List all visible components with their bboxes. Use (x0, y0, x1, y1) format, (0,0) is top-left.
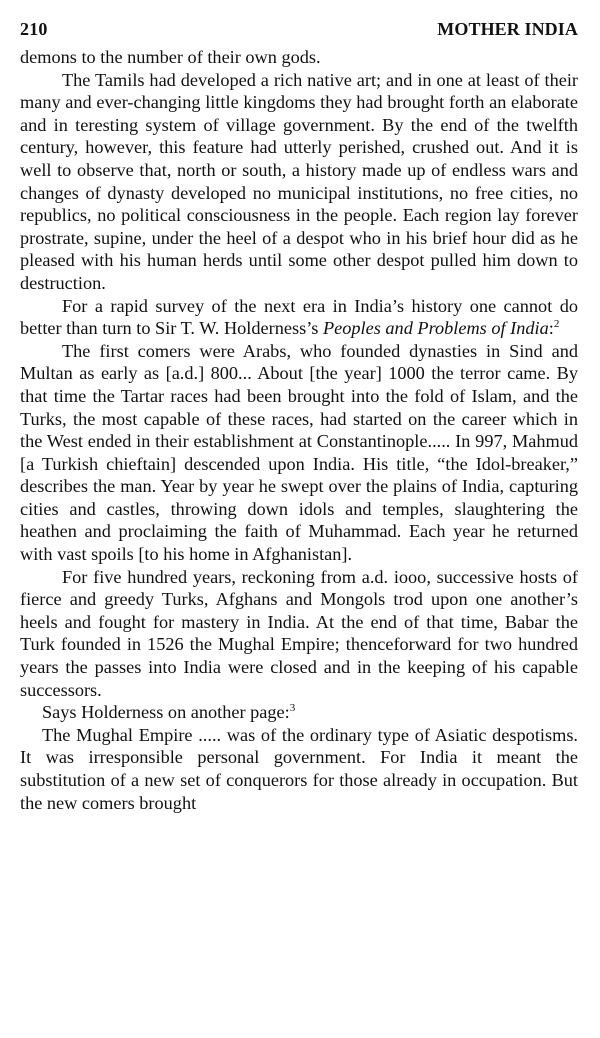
paragraph-says-holderness (20, 701, 578, 724)
paragraph-says-holderness-text: Says Holderness on another page: (42, 702, 290, 723)
paragraph-survey (20, 295, 578, 340)
paragraph-survey-colon: : (548, 318, 554, 339)
body-text (20, 46, 578, 814)
paragraph-tamils: The Tamils had developed a rich native art; and in one at least of their many and ever-changing little kingdoms they had brought forth an elaborate and in teresting system of village government. By the end of the twelfth century, however, this feature had utterly perished, crushed out. And it is well to observe that, north or south, a history made up of endless wars and changes of dynasty developed no municipal institutions, no free cities, no republics, no political consciousness in the people. Each region lay forever prostrate, supine, under the heel of a despot who in his brief hour did as he pleased with his human herds until some other despot pulled him down to destruction. (20, 69, 578, 293)
paragraph-survey-text: For a rapid survey of the next era in India’s history one cannot do better than turn to Sir T. W. Holderness’s (20, 295, 578, 339)
quotation-mughal-empire: The Mughal Empire ..... was of the ordinary type of Asiatic despotisms. It was irresponsible personal government. For India it meant the substitution of a new set of conquerors for those already in occupation. But the new comers brought (20, 724, 578, 813)
book-page (20, 18, 578, 814)
quotation-five-hundred-years: For five hundred years, reckoning from a.d. iooo, successive hosts of fierce and greedy Turks, Afghans and Mongols trod upon one another’s heels and fought for mastery in India. At the end of that time, Babar the Turk founded in 1526 the Mughal Empire; thenceforward for two hundred years the passes into India were closed and in the keeping of his capable successors. (20, 566, 578, 700)
footnote-marker: 3 (289, 702, 296, 715)
page-number: 210 (20, 19, 48, 39)
running-head: MOTHER INDIA (437, 19, 578, 39)
page-header (20, 18, 578, 40)
paragraph-continuation: demons to the number of their own gods. (20, 47, 321, 67)
footnote-marker: 2 (553, 318, 560, 331)
quotation-first-comers: The first comers were Arabs, who founded dynasties in Sind and Multan as early as [a.d.] 800... About [the year] 1000 the terror came. By that time the Tartar races had been brought into the fold of Islam, and the Turks, the most capable of these races, had started on the career which in the West ended in their establishment at Constantinople..... In 997, Mahmud [a Turkish chieftain] descended upon India. His title, “the Idol-breaker,” describes the man. Year by year he swept over the plains of India, capturing cities and castles, throwing down idols and temples, slaughtering the heathen and proclaiming the faith of Muhammad. Each year he returned with vast spoils [to his home in Afghanistan]. (20, 340, 578, 565)
book-title-reference: Peoples and Problems of India (322, 318, 549, 339)
